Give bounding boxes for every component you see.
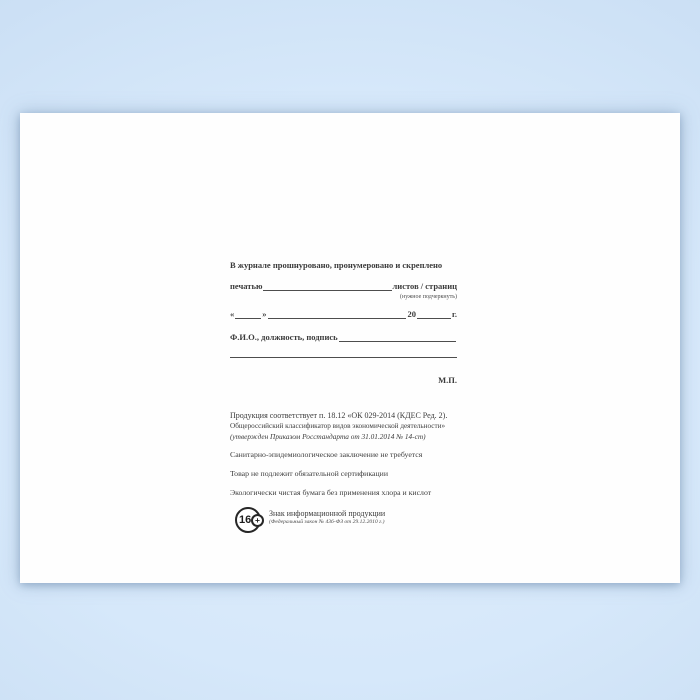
blank-line (263, 290, 391, 291)
signature-line (230, 332, 457, 343)
statement-sanitary: Санитарно-эпидемиологическое заключение не требуется (230, 450, 423, 459)
seal-place-abbr: М.П. (438, 375, 457, 385)
day-blank-line (235, 318, 261, 319)
plus-circle-icon: + (251, 514, 264, 527)
compliance-line-2: Общероссийский классификатор видов экономической деятельности» (230, 422, 446, 430)
year-suffix-label: г. (451, 309, 457, 319)
statement-eco-paper: Экологически чистая бумага без применения хлора и кислот (230, 488, 432, 497)
open-quote: « (230, 309, 235, 319)
year-blank-line (417, 318, 451, 319)
stitching-statement: В журнале прошнуровано, пронумеровано и скреплено (230, 260, 443, 270)
close-quote: » (262, 309, 267, 319)
journal-back-page (20, 113, 680, 583)
age-mark-title: Знак информационной продукции (269, 509, 386, 518)
year-prefix-label: 20 (407, 309, 416, 319)
statement-certification: Товар не подлежит обязательной сертификации (230, 469, 388, 478)
seal-prefix-label: печатью (230, 281, 263, 291)
age-mark-law-note: (Федеральный закон № 436-ФЗ от 29.12.2010 г.) (269, 519, 385, 525)
month-blank-line (268, 318, 407, 319)
sheets-pages-label: листов / страниц (392, 281, 457, 291)
extra-blank-line (230, 352, 457, 358)
signature-blank-line (339, 341, 456, 342)
age-rating-16plus-icon (235, 507, 261, 533)
age-mark-text (269, 507, 385, 526)
date-line (230, 309, 457, 320)
compliance-line-1: Продукция соответствует п. 18.12 «ОК 029-2014 (КДЕС Ред. 2). (230, 411, 448, 420)
signature-label: Ф.И.О., должность, подпись (230, 332, 338, 342)
compliance-line-3: (утвержден Приказом Росстандарта от 31.01.2014 № 14-ст) (230, 432, 426, 441)
age-number: 16 (239, 514, 252, 526)
age-mark-block (235, 507, 385, 533)
seal-line (230, 281, 457, 292)
underline-note: (нужное подчеркнуть) (400, 294, 457, 300)
